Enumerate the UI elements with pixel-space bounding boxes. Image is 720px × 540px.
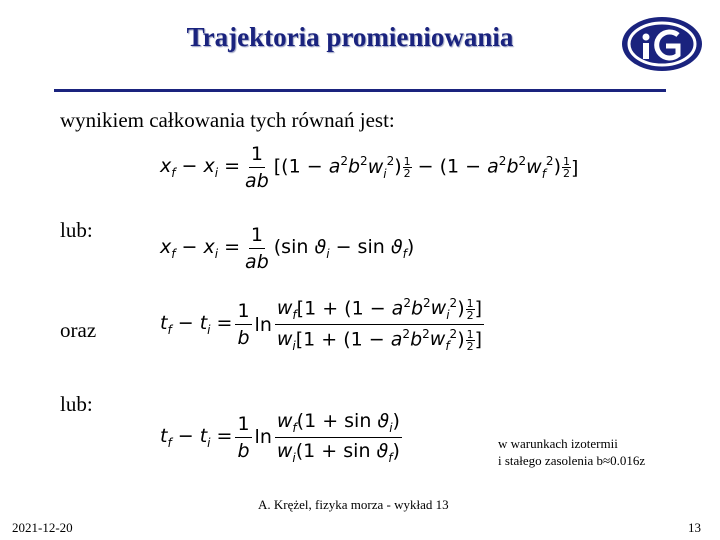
ig-logo (620, 15, 704, 73)
footer-page-number: 13 (688, 520, 701, 535)
footer-date: 2021-12-20 (12, 520, 73, 535)
note-line-1: w warunkach izotermii (498, 436, 618, 451)
conditions-note (498, 435, 645, 469)
title-underline (54, 89, 666, 92)
lub-label-1: lub: (60, 218, 93, 242)
equation-1: $x_f - x_i$ = $\frac{1}{ab}$ [$(1 - a^2b^2w_i^2)$ 1 2 − $(1 - a^2b^2w_f^2)$ 1 2 ] (160, 143, 579, 192)
note-line-2: i stałego zasolenia b≈0.016z (498, 453, 646, 468)
footer-author: A. Krężel, fizyka morza - wykład 13 (258, 497, 449, 512)
equation-2: $x_f - x_i$ = $\frac{1}{ab}$ (sin $ϑ_i - \sin ϑ_f$) (160, 224, 415, 273)
equation-3: $t_f - t_i$ = $\frac{1}{b}$ ln $w_f[1 + (1 - a^2b^2w_i^2)$ $\frac{1}{2}$ ] $w_i[1 + (1 - a^2b^2w_f^2)$ $\frac{1}{2}$ ] (160, 296, 483, 354)
slide-title: Trajektoria promieniowania (186, 22, 514, 52)
intro-text: wynikiem całkowania tych równań jest: (60, 108, 395, 132)
lub-label-2: lub: (60, 392, 93, 416)
equation-4: $t_f - t_i$ = $\frac{1}{b}$ ln $\frac{w_f(1 + \sin ϑ_i)}{w_i(1 + \sin ϑ_f)}$ (160, 410, 400, 465)
oraz-label: oraz (60, 318, 97, 342)
